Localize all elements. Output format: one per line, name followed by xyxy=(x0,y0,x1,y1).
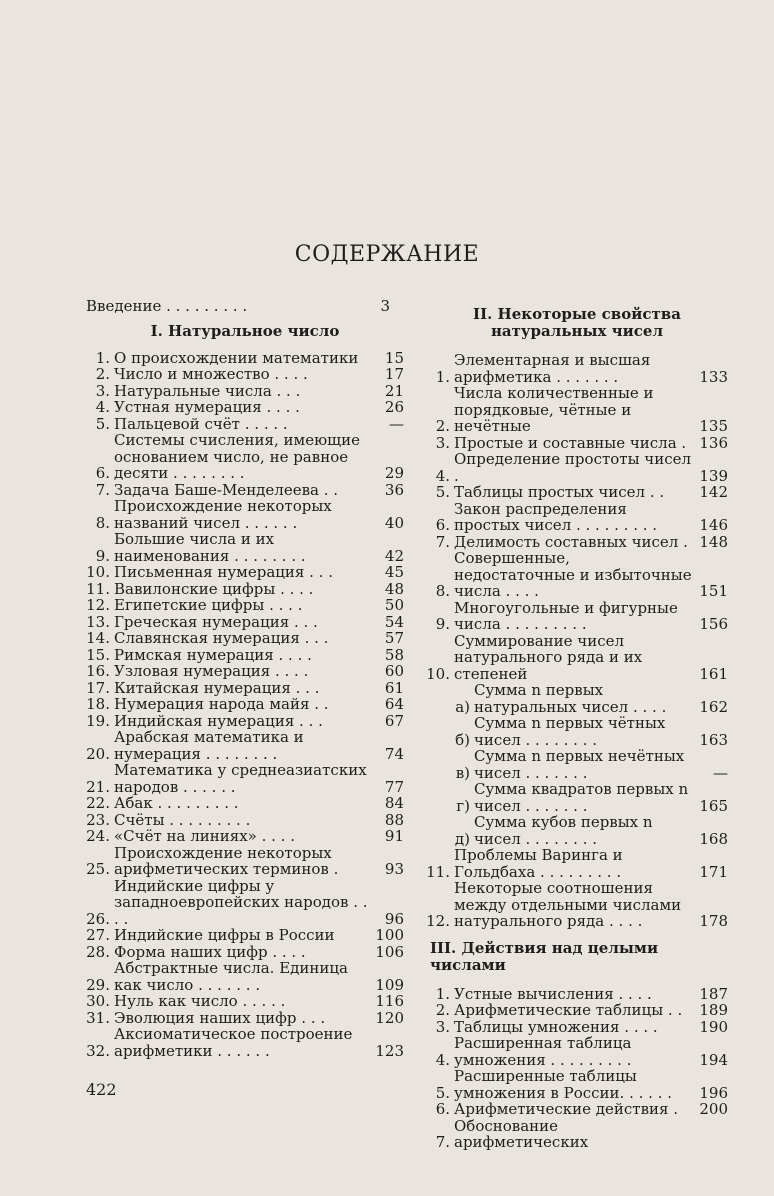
toc-entry xyxy=(86,927,404,944)
entry-title: Счёты . . . . . . . . . xyxy=(114,810,251,829)
entry-title: Арабская математика и нумерация . . . . . . . . xyxy=(114,728,304,763)
entry-title: Суммирование чисел натурального ряда и их степеней xyxy=(454,631,643,683)
entry-page: 148 xyxy=(699,532,728,551)
toc-entry xyxy=(86,416,404,433)
entry-number: 18. xyxy=(86,695,110,713)
entry-number: 16. xyxy=(86,662,110,680)
toc-left-column xyxy=(86,298,404,1059)
toc-entry xyxy=(426,1068,728,1101)
entry-number: 5. xyxy=(435,483,450,501)
entry-title: Индийская нумерация . . . xyxy=(114,711,323,730)
toc-entry xyxy=(86,696,404,713)
entry-page: 142 xyxy=(699,483,728,501)
entry-page: 190 xyxy=(699,1017,728,1036)
toc-entry xyxy=(426,534,728,551)
entry-number: 32. xyxy=(86,1041,110,1060)
toc-entry xyxy=(86,383,404,400)
entry-page: 135 xyxy=(699,417,728,435)
entry-number: 23. xyxy=(86,810,110,829)
intro-label: Введение . . . . . . . . . xyxy=(86,297,248,315)
toc-entry xyxy=(86,1010,404,1027)
toc-entry xyxy=(86,597,404,614)
entry-title: Сумма n первых чётных чисел . . . . . . . . xyxy=(474,714,666,749)
toc-entry xyxy=(86,647,404,664)
entry-number: 19. xyxy=(86,711,110,730)
entry-page: — xyxy=(713,763,728,782)
entry-page: 54 xyxy=(384,612,404,631)
chapter-3-heading: III. Действия над целыми числами xyxy=(430,938,659,974)
entry-number: 13. xyxy=(86,612,110,631)
entry-page: 116 xyxy=(375,992,404,1010)
toc-entry xyxy=(86,680,404,697)
toc-entry xyxy=(86,993,404,1010)
entry-page: 196 xyxy=(699,1083,728,1102)
toc-entry xyxy=(86,498,404,531)
entry-page: 21 xyxy=(384,381,404,400)
entry-title: Эволюция наших цифр . . . xyxy=(114,1008,326,1027)
entry-number: 12. xyxy=(426,912,450,930)
entry-page: 26 xyxy=(384,398,404,416)
entry-number: 4. xyxy=(435,466,450,485)
entry-title: Большие числа и их наименования . . . . . . . . xyxy=(114,530,306,565)
entry-title: Многоугольные и фигурные числа . . . . . . . . . xyxy=(454,598,678,633)
entry-number: 10. xyxy=(86,563,110,581)
entry-title: «Счёт на линиях» . . . . xyxy=(114,827,295,845)
entry-title: Закон распределения простых чисел . . . . . . . . . xyxy=(454,499,658,534)
entry-number: 1. xyxy=(95,348,110,367)
toc-entry xyxy=(426,1101,728,1118)
entry-number: 4. xyxy=(435,1050,450,1069)
toc-entry xyxy=(426,451,728,484)
entry-page: 29 xyxy=(384,464,404,482)
toc-entry xyxy=(426,501,728,534)
entry-page: 189 xyxy=(699,1001,728,1019)
entry-number: 7. xyxy=(435,532,450,551)
toc-entry xyxy=(86,663,404,680)
entry-title: Таблицы простых чисел . . xyxy=(454,483,665,501)
entry-number: 1. xyxy=(435,367,450,386)
entry-page: 171 xyxy=(699,862,728,881)
entry-page: 194 xyxy=(699,1050,728,1069)
entry-page: 96 xyxy=(384,909,404,928)
entry-number: 8. xyxy=(435,582,450,600)
entry-title: Числа количественные и порядковые, чётные и нечётные xyxy=(454,384,654,435)
entry-title: Делимость составных чисел . xyxy=(454,532,688,551)
toc-entry xyxy=(86,630,404,647)
entry-title: Абак . . . . . . . . . xyxy=(114,794,239,812)
toc-entry xyxy=(426,633,728,683)
entry-title: Нумерация народа майя . . xyxy=(114,695,329,713)
chapter-1-heading: I. Натуральное число xyxy=(150,321,340,340)
chapter-3-list xyxy=(426,986,728,1151)
entry-number: 4. xyxy=(95,398,110,416)
entry-page: 91 xyxy=(384,827,404,845)
toc-entry xyxy=(426,352,728,385)
entry-number: 28. xyxy=(86,942,110,961)
entry-title: Греческая нумерация . . . xyxy=(114,612,318,631)
entry-number: 7. xyxy=(95,480,110,499)
entry-number: 7. xyxy=(435,1133,450,1151)
toc-entry xyxy=(426,484,728,501)
entry-page: 163 xyxy=(699,730,728,749)
page-title: СОДЕРЖАНИЕ xyxy=(294,242,480,267)
entry-page: 109 xyxy=(375,975,404,994)
toc-entry xyxy=(426,748,728,781)
toc-entry xyxy=(86,828,404,845)
entry-page: — xyxy=(389,414,404,433)
entry-page: 106 xyxy=(375,942,404,961)
entry-title: Расширенные таблицы умножения в России. . . . . . xyxy=(454,1067,673,1102)
entry-number: д) xyxy=(454,829,470,848)
entry-title: Устные вычисления . . . . xyxy=(454,984,652,1003)
entry-title: Элементарная и высшая арифметика . . . . . . . xyxy=(454,351,651,386)
toc-entry xyxy=(86,531,404,564)
entry-number: 3. xyxy=(435,1017,450,1036)
entry-page: 15 xyxy=(384,348,404,367)
entry-number: 6. xyxy=(435,516,450,534)
toc-entry xyxy=(426,781,728,814)
entry-page: 40 xyxy=(384,513,404,532)
entry-number: 22. xyxy=(86,794,110,812)
toc-entry xyxy=(426,986,728,1003)
entry-number: 24. xyxy=(86,827,110,845)
entry-number: б) xyxy=(455,730,470,749)
entry-page: 120 xyxy=(375,1008,404,1027)
entry-title: О происхождении математики xyxy=(114,348,359,367)
entry-title: Сумма кубов первых n чисел . . . . . . . . xyxy=(474,813,653,848)
toc-entry xyxy=(86,729,404,762)
entry-page: 162 xyxy=(699,697,728,716)
entry-page: 93 xyxy=(384,860,404,878)
toc-entry xyxy=(86,350,404,367)
entry-title: Индийские цифры в России xyxy=(114,926,335,944)
entry-title: Узловая нумерация . . . . xyxy=(114,662,309,680)
entry-number: 9. xyxy=(435,615,450,633)
entry-title: Число и множество . . . . xyxy=(114,365,308,383)
entry-number: 6. xyxy=(435,1100,450,1118)
entry-title: Таблицы умножения . . . . xyxy=(454,1017,658,1036)
toc-entry xyxy=(86,812,404,829)
entry-number: 5. xyxy=(95,414,110,433)
entry-page: 74 xyxy=(384,744,404,763)
entry-title: Математика у среднеазиатских народов . . . . . . xyxy=(114,761,367,796)
toc-entry xyxy=(426,1019,728,1036)
entry-page: 57 xyxy=(384,629,404,647)
entry-page: 36 xyxy=(384,480,404,499)
toc-entry xyxy=(426,847,728,880)
entry-number: 30. xyxy=(86,992,110,1010)
entry-title: Системы счисления, имеющие основанием число, не равное десяти . . . . . . . . xyxy=(114,431,360,482)
entry-title: Арифметические действия . xyxy=(454,1100,679,1118)
entry-page: 58 xyxy=(384,645,404,664)
toc-entry xyxy=(426,550,728,600)
entry-number: 11. xyxy=(426,862,450,881)
entry-title: Некоторые соотношения между отдельными числами натурального ряда . . . . xyxy=(454,879,682,930)
entry-page: 161 xyxy=(699,664,728,683)
toc-entry xyxy=(86,581,404,598)
chapter-2-list xyxy=(426,352,728,930)
toc-entry xyxy=(426,1002,728,1019)
page-number: 422 xyxy=(86,1080,117,1099)
toc-entry xyxy=(86,960,404,993)
entry-number: 15. xyxy=(86,645,110,664)
toc-entry xyxy=(86,399,404,416)
toc-entry xyxy=(426,814,728,847)
entry-number: 20. xyxy=(86,744,110,763)
entry-title: Проблемы Варинга и Гольдбаха . . . . . . . . . xyxy=(454,846,623,881)
entry-title: Аксиоматическое построение арифметики . . . . . . xyxy=(114,1025,353,1060)
entry-title: Обоснование арифметических xyxy=(454,1116,589,1151)
entry-page: 133 xyxy=(699,367,728,386)
chapter-1-list xyxy=(86,350,404,1060)
entry-title: Происхождение некоторых названий чисел . . . . . . xyxy=(114,497,332,532)
toc-entry xyxy=(86,762,404,795)
entry-number: 17. xyxy=(86,678,110,697)
entry-page: 84 xyxy=(384,794,404,812)
entry-title: Натуральные числа . . . xyxy=(114,381,301,400)
entry-title: Сумма n первых натуральных чисел . . . . xyxy=(474,681,667,716)
chapter-2-heading: II. Некоторые свойства натуральных чисел xyxy=(473,305,681,340)
entry-title: Происхождение некоторых арифметических терминов . xyxy=(114,843,339,878)
entry-number: 1. xyxy=(435,984,450,1003)
entry-number: 2. xyxy=(95,365,110,383)
entry-number: 8. xyxy=(95,513,110,532)
toc-entry xyxy=(426,435,728,452)
entry-page: 123 xyxy=(375,1041,404,1060)
entry-title: Сумма квадратов первых n чисел . . . . . . . xyxy=(474,780,689,815)
entry-page: 77 xyxy=(384,777,404,796)
toc-entry xyxy=(86,795,404,812)
toc-entry xyxy=(86,713,404,730)
entry-number: 9. xyxy=(95,546,110,565)
entry-page: 146 xyxy=(699,516,728,534)
entry-title: Нуль как число . . . . . xyxy=(114,992,286,1010)
toc-entry xyxy=(86,366,404,383)
entry-title: Устная нумерация . . . . xyxy=(114,398,300,416)
toc-right-column xyxy=(426,306,728,1151)
toc-entry xyxy=(426,1118,728,1151)
toc-entry xyxy=(426,600,728,633)
entry-number: 5. xyxy=(435,1083,450,1102)
entry-number: 2. xyxy=(435,417,450,435)
entry-title: Пальцевой счёт . . . . . xyxy=(114,414,288,433)
toc-entry xyxy=(86,482,404,499)
entry-page: 48 xyxy=(384,579,404,598)
entry-title: Египетские цифры . . . . xyxy=(114,596,303,614)
entry-number: 14. xyxy=(86,629,110,647)
entry-title: Простые и составные числа . xyxy=(454,433,687,452)
entry-page: 100 xyxy=(375,926,404,944)
entry-number: 6. xyxy=(95,464,110,482)
entry-title: Письменная нумерация . . . xyxy=(114,563,333,581)
entry-title: Расширенная таблица умножения . . . . . . . . . xyxy=(454,1034,632,1069)
entry-page: 168 xyxy=(699,829,728,848)
entry-number: 25. xyxy=(86,860,110,878)
entry-page: 136 xyxy=(699,433,728,452)
entry-page: 60 xyxy=(384,662,404,680)
entry-title: Форма наших цифр . . . . xyxy=(114,942,306,961)
entry-number: 29. xyxy=(86,975,110,994)
intro-entry xyxy=(86,298,404,315)
toc-entry xyxy=(426,385,728,435)
entry-number: 2. xyxy=(435,1001,450,1019)
entry-page: 45 xyxy=(384,563,404,581)
entry-page: 67 xyxy=(384,711,404,730)
intro-page: 3 xyxy=(380,297,390,315)
entry-title: Задача Баше-Менделеева . . xyxy=(114,480,339,499)
toc-entry xyxy=(86,432,404,482)
entry-page: 17 xyxy=(384,365,404,383)
entry-page: 200 xyxy=(699,1100,728,1118)
entry-page: 187 xyxy=(699,984,728,1003)
toc-entry xyxy=(426,1035,728,1068)
toc-entry xyxy=(86,845,404,878)
toc-entry xyxy=(86,614,404,631)
entry-page: 139 xyxy=(699,466,728,485)
entry-number: в) xyxy=(455,763,470,782)
entry-page: 61 xyxy=(384,678,404,697)
entry-page: 178 xyxy=(699,912,728,930)
toc-entry xyxy=(86,1026,404,1059)
entry-number: 11. xyxy=(86,579,110,598)
entry-page: 42 xyxy=(384,546,404,565)
entry-title: Китайская нумерация . . . xyxy=(114,678,320,697)
entry-number: 26. xyxy=(86,909,110,928)
entry-page: 64 xyxy=(384,695,404,713)
entry-number: 27. xyxy=(86,926,110,944)
entry-number: г) xyxy=(456,796,470,815)
entry-title: Славянская нумерация . . . xyxy=(114,629,329,647)
entry-title: Сумма n первых нечётных чисел . . . . . . . xyxy=(474,747,685,782)
entry-number: 21. xyxy=(86,777,110,796)
entry-page: 156 xyxy=(699,615,728,633)
entry-title: Определение простоты чисел . xyxy=(454,450,692,485)
entry-page: 151 xyxy=(699,582,728,600)
entry-number: 31. xyxy=(86,1008,110,1027)
entry-title: Римская нумерация . . . . xyxy=(114,645,312,664)
entry-title: Совершенные, недостаточные и избыточные числа . . . . xyxy=(454,549,692,600)
toc-entry xyxy=(86,564,404,581)
entry-page: 165 xyxy=(699,796,728,815)
entry-title: Арифметические таблицы . . xyxy=(454,1001,683,1019)
entry-number: 3. xyxy=(435,433,450,452)
entry-page: 50 xyxy=(384,596,404,614)
toc-entry xyxy=(426,880,728,930)
entry-title: Вавилонские цифры . . . . xyxy=(114,579,314,598)
entry-number: 3. xyxy=(95,381,110,400)
toc-entry xyxy=(86,878,404,928)
toc-entry xyxy=(426,715,728,748)
entry-page: 88 xyxy=(384,810,404,829)
entry-title: Абстрактные числа. Единица как число . . . . . . . xyxy=(114,959,348,994)
entry-title: Индийские цифры у западноевропейских народов . . . . xyxy=(114,876,368,928)
toc-entry xyxy=(86,944,404,961)
entry-number: а) xyxy=(455,697,470,716)
toc-entry xyxy=(426,682,728,715)
entry-number: 12. xyxy=(86,596,110,614)
entry-number: 10. xyxy=(426,664,450,683)
